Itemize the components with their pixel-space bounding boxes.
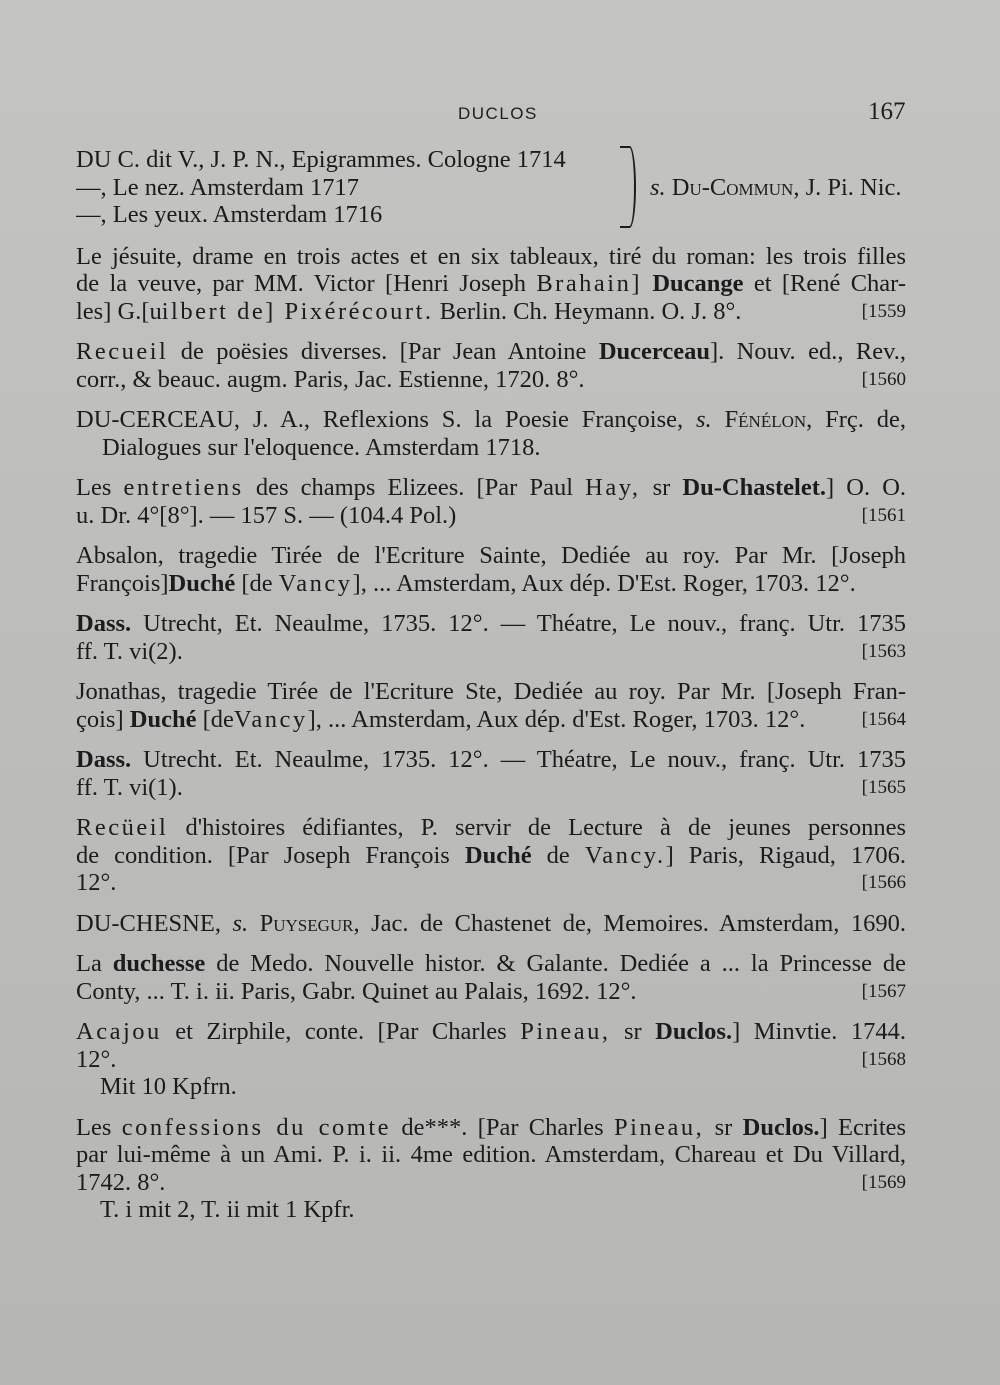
entry-number: [1568 — [861, 1048, 906, 1070]
entry-1561: Les entretiens des champs Elizees. [Par Paul Hay, sr Du-Chastelet.] O. O. u. Dr. 4°[8°]. — 157 S. — (104.4 Pol.) [1561 — [76, 474, 906, 529]
entry-1563: Dass. Utrecht, Et. Neaulme, 1735. 12°. — Théatre, Le nouv., franç. Utr. 1735 ff. T. vi(2). [1563 — [76, 610, 906, 665]
curly-brace — [620, 146, 636, 228]
entry-number: [1566 — [861, 872, 906, 893]
entry-absalon: Absalon, tragedie Tirée de l'Ecriture Sainte, Dediée au roy. Par Mr. [Joseph François]Duché [de Vancy], ... Amsterdam, Aux dép. D'Est. Roger, 1703. 12°. — [76, 542, 906, 597]
entry-1568: Acajou et Zirphile, conte. [Par Charles Pineau, sr Duclos.] Minvtie. 1744. 12°. [1568 Mit 10 Kpfrn. — [76, 1018, 906, 1100]
entry-du-chesne: DU-CHESNE, s. Puysegur, Jac. de Chastenet de, Memoires. Amsterdam, 1690. — [76, 909, 906, 937]
entry-number: [1569 — [861, 1171, 906, 1193]
entry-number: [1567 — [861, 980, 906, 1002]
entry-number: [1564 — [861, 708, 906, 730]
entry-note: Mit 10 Kpfrn. — [100, 1073, 237, 1100]
entry-group-du-c — [76, 146, 906, 229]
entry-1569: Les confessions du comte de***. [Par Charles Pineau, sr Duclos.] Ecrites par lui-même à un Ami. P. i. ii. 4me edition. Amsterdam, Chareau et Du Villard, 1742. 8°. [1569 T. i mit 2, T. ii mit 1 Kpfr. — [76, 1113, 906, 1223]
see-reference: s. Du-Commun, J. Pi. Nic. — [650, 173, 902, 201]
entry-line: —, Le nez. Amsterdam 1717 — [76, 173, 360, 201]
entry-1560: Recueil de poësies diverses. [Par Jean Antoine Ducerceau]. Nouv. ed., Rev., corr., & beauc. augm. Paris, Jac. Estienne, 1720. 8°. [1560 — [76, 338, 906, 393]
entry-number: [1563 — [861, 640, 906, 662]
bibliography-entries — [76, 146, 906, 1237]
entry-du-cerceau: DU-CERCEAU, J. A., Reflexions S. la Poesie Françoise, s. Fénélon, Frç. de, Dialogues sur l'eloquence. Amsterdam 1718. — [76, 406, 906, 461]
entry-1565: Dass. Utrecht. Et. Neaulme, 1735. 12°. — Théatre, Le nouv., franç. Utr. 1735 ff. T. vi(1). [1565 — [76, 746, 906, 801]
entry-number: [1565 — [861, 776, 906, 798]
running-title: DUCLOS — [458, 104, 538, 123]
entry-1559: Le jésuite, drame en trois actes et en six tableaux, tiré du roman: les trois filles de la veuve, par MM. Victor [Henri Joseph Brahain] Ducange et [René Char- les] G.[uilbert de] Pixérécourt. Berlin. Ch. Heymann. O. J. 8°. [1559 — [76, 242, 906, 325]
entry-1567: La duchesse de Medo. Nouvelle histor. & Galante. Dediée a ... la Princesse de Conty, ... T. i. ii. Paris, Gabr. Quinet au Palais, 1692. 12°. [1567 — [76, 950, 906, 1005]
entry-number: [1560 — [861, 368, 906, 390]
entry-1564: Jonathas, tragedie Tirée de l'Ecriture Ste, Dediée au roy. Par Mr. [Joseph Fran- çois] Duché [deVancy], ... Amsterdam, Aux dép. d'Est. Roger, 1703. 12°. [1564 — [76, 678, 906, 733]
entry-line: —, Les yeux. Amsterdam 1716 — [76, 201, 383, 228]
entry-1566: Recüeil d'histoires édifiantes, P. servir de Lecture à de jeunes personnes de condition. [Par Joseph François Duché de Vancy.] Paris, Rigaud, 1706. 12°. [1566 — [76, 814, 906, 896]
page-number: 167 — [868, 98, 906, 125]
entry-note: T. i mit 2, T. ii mit 1 Kpfr. — [100, 1196, 355, 1223]
entry-number: [1561 — [861, 504, 906, 526]
entry-number: [1559 — [861, 300, 906, 322]
entry-line: DU C. dit V., J. P. N., Epigrammes. Cologne 1714 — [76, 146, 566, 173]
